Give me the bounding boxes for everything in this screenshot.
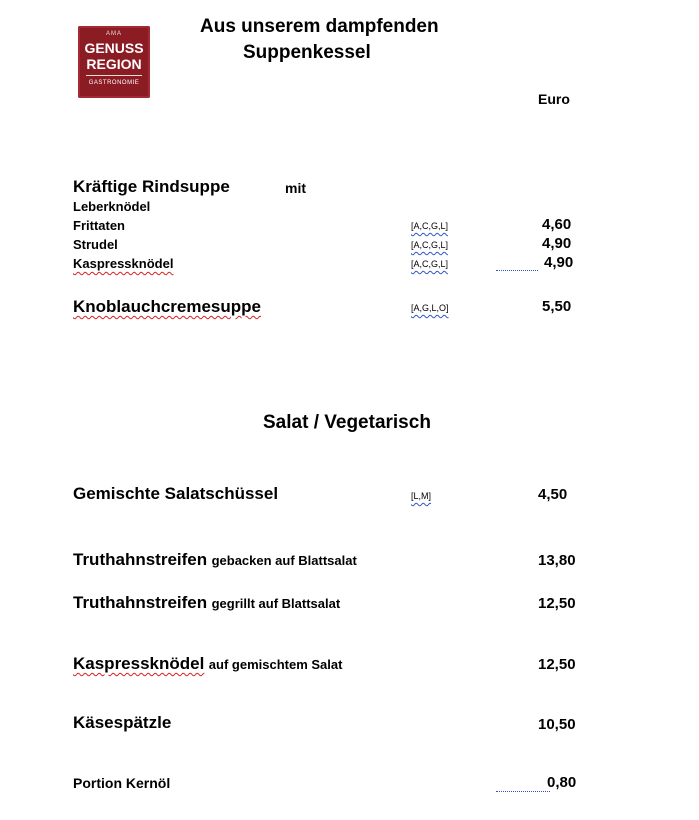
item-name: Truthahnstreifen — [73, 593, 208, 612]
price-kaesespaetzle: 10,50 — [538, 716, 576, 733]
price-gemischt: 4,50 — [538, 486, 568, 503]
price-kernoel: 0,80 — [547, 774, 577, 791]
rindsuppe-title: Kräftige Rindsuppe — [73, 177, 230, 196]
allergens-frittaten: [A,C,G,L] — [411, 221, 449, 231]
page-title-line1: Aus unserem dampfenden — [200, 16, 439, 37]
soup-item-kaspressknoedel: Kaspressknödel — [73, 256, 174, 271]
allergens-strudel: [A,C,G,L] — [411, 240, 449, 250]
salad-item-kernoel: Portion Kernöl — [73, 775, 171, 791]
ama-genuss-region-logo — [78, 26, 150, 98]
allergens-gemischt: [L,M] — [411, 491, 432, 501]
item-detail: auf gemischtem Salat — [208, 657, 343, 672]
salad-item-kaspressknoedel — [73, 654, 342, 674]
item-detail: gegrillt auf Blattsalat — [211, 596, 341, 611]
price-truthahn-gebacken: 13,80 — [538, 552, 576, 569]
logo-genuss-text: GENUSS — [84, 40, 144, 56]
spacing-marker — [496, 789, 550, 792]
salad-section-title: Salat / Vegetarisch — [263, 412, 431, 433]
item-name: Kaspressknödel — [73, 654, 205, 673]
salad-item-kaesespaetzle: Käsespätzle — [73, 713, 172, 732]
price-kaspressknoedel-soup: 4,90 — [544, 254, 574, 271]
currency-label: Euro — [538, 91, 570, 107]
salad-item-gemischt: Gemischte Salatschüssel — [73, 484, 279, 503]
price-knoblauch: 5,50 — [542, 298, 572, 315]
logo-divider — [86, 75, 142, 76]
soup-item-strudel: Strudel — [73, 237, 118, 252]
price-truthahn-gegrillt: 12,50 — [538, 595, 576, 612]
logo-ama-text: AMA — [105, 31, 122, 37]
price-strudel: 4,90 — [542, 235, 572, 252]
price-kaspressknoedel-salat: 12,50 — [538, 656, 576, 673]
salad-item-truthahn-gebacken — [73, 550, 357, 570]
logo-region-text: REGION — [86, 56, 142, 72]
soup-item-leberknoedel: Leberknödel — [73, 199, 151, 214]
rindsuppe-suffix: mit — [285, 180, 306, 196]
item-name: Truthahnstreifen — [73, 550, 208, 569]
price-frittaten: 4,60 — [542, 216, 572, 233]
item-detail: gebacken auf Blattsalat — [211, 553, 357, 568]
allergens-kaspressknoedel: [A,C,G,L] — [411, 259, 449, 269]
allergens-knoblauch: [A,G,L,O] — [411, 303, 449, 313]
knoblauchcremesuppe-title: Knoblauchcremesuppe — [73, 297, 261, 316]
spacing-marker — [496, 268, 538, 271]
salad-item-truthahn-gegrillt — [73, 593, 340, 613]
soup-item-frittaten: Frittaten — [73, 218, 125, 233]
logo-gastronomie-text: GASTRONOMIE — [88, 80, 140, 86]
page-title-line2: Suppenkessel — [243, 42, 371, 63]
